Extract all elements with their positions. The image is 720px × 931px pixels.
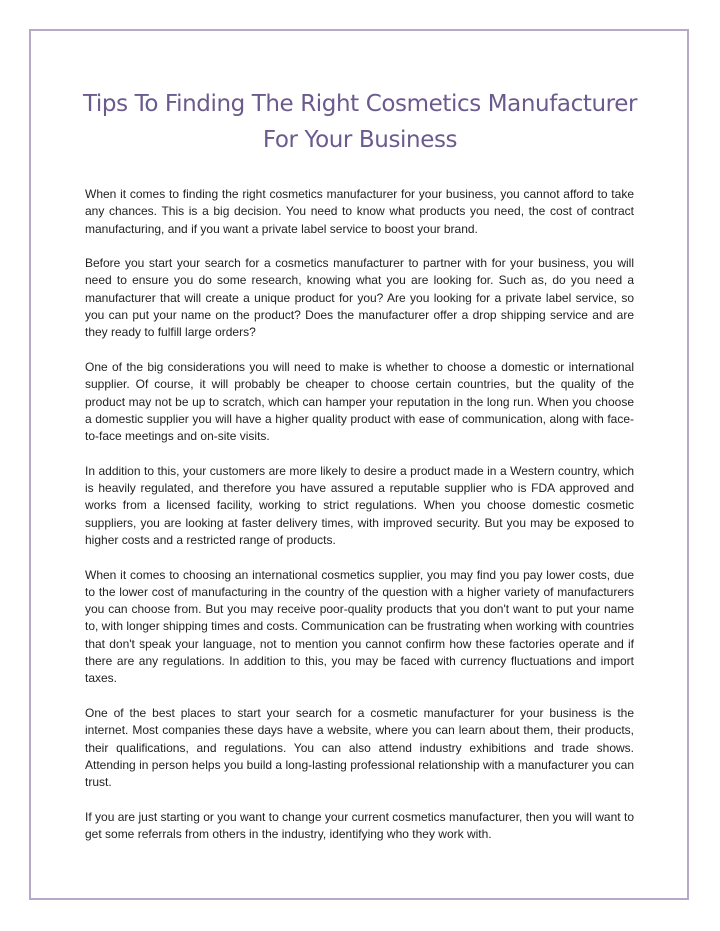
paragraph: One of the big considerations you will need to make is whether to choose a domestic or international supplier. Of course, it will probably be cheaper to choose certain countries, but the quality of the product may not be up to scratch, which can hamper your reputation in the long run. When you choose a domestic supplier you will have a higher quality product with ease of communication, along with face-to-face meetings and on-site visits. bbox=[85, 359, 634, 444]
paragraph: One of the best places to start your search for a cosmetic manufacturer for your business is the internet. Most companies these days have a website, where you can learn about them, their products, their qualifications, and regulations. You can also attend industry exhibitions and trade shows. Attending in person helps you build a long-lasting professional relationship with a manufacturer you can trust. bbox=[85, 705, 634, 790]
page-title bbox=[80, 86, 640, 158]
article-body bbox=[85, 186, 634, 861]
title-line-1: Tips To Finding The Right Cosmetics Manufacturer bbox=[82, 91, 637, 117]
paragraph: Before you start your search for a cosmetics manufacturer to partner with for your business, you will need to ensure you do some research, knowing what you are looking for. Such as, do you need a manufacturer that will create a unique product for you? Are you looking for a private label service, so you can put your name on the product? Does the manufacturer offer a drop shipping service and are they ready to fulfill large orders? bbox=[85, 256, 634, 340]
title-line-2: For Your Business bbox=[262, 127, 458, 153]
paragraph: In addition to this, your customers are more likely to desire a product made in a Western country, which is heavily regulated, and therefore you have assured a reputable supplier who is FDA approved and works from a licensed facility, working to strict regulations. When you choose domestic cosmetic suppliers, you are looking at faster delivery times, with improved security. But you may be exposed to higher costs and a restricted range of products. bbox=[85, 463, 634, 547]
paragraph: When it comes to finding the right cosmetics manufacturer for your business, you cannot afford to take any chances. This is a big decision. You need to know what products you need, the cost of contract manufacturing, and if you want a private label service to boost your brand. bbox=[85, 187, 634, 236]
paragraph: If you are just starting or you want to change your current cosmetics manufacturer, then you will want to get some referrals from others in the industry, identifying who they work with. bbox=[85, 809, 634, 841]
paragraph: When it comes to choosing an international cosmetics supplier, you may find you pay lower costs, due to the lower cost of manufacturing in the country of the question with a higher variety of manufacturers you can choose from. But you may receive poor-quality products that you don't want to put your name to, with longer shipping times and costs. Communication can be frustrating when working with countries that don't speak your language, not to mention you cannot confirm how these factories operate and if there are any regulations. In addition to this, you may be faced with currency fluctuations and import taxes. bbox=[85, 567, 634, 686]
